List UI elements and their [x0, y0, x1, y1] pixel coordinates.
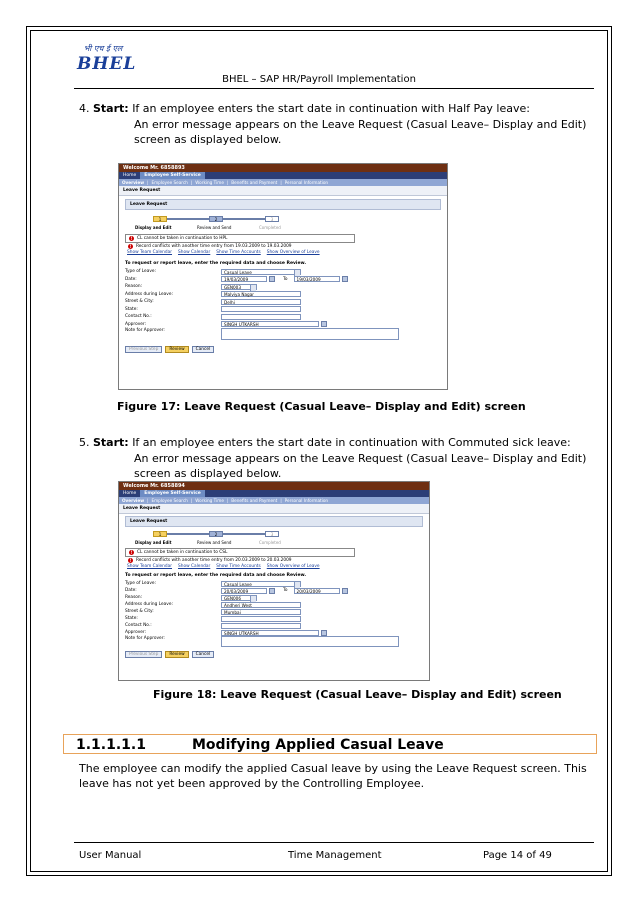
- link-row: [125, 250, 441, 255]
- reason-select[interactable]: GEN003: [221, 284, 257, 290]
- instruction-text: To request or report leave, enter the required data and choose Review.: [125, 261, 307, 266]
- show-overview-of-leave-link[interactable]: Show Overview of Leave: [266, 564, 320, 569]
- section-number: 1.1.1.1.1: [76, 737, 146, 753]
- approver-input[interactable]: SINGH UTKARSH: [221, 630, 319, 636]
- search-help-icon[interactable]: [321, 630, 327, 636]
- page-title: Leave Request: [119, 504, 429, 514]
- error-icon: !: [129, 244, 132, 249]
- error-icon: !: [130, 236, 133, 241]
- step-labels: Display and Edit Review and Send Completed: [135, 540, 281, 545]
- subnav-benefits-payment[interactable]: Benefits and Payment: [231, 180, 278, 185]
- bhel-logo: भी एच ई एल BHEL: [77, 44, 137, 74]
- tab-home[interactable]: Home: [123, 491, 137, 496]
- figure-18-caption: Figure 18: Leave Request (Casual Leave– Display and Edit) screen: [153, 688, 562, 701]
- calendar-icon[interactable]: [269, 276, 275, 282]
- calendar-icon[interactable]: [342, 588, 348, 594]
- subnav-working-time[interactable]: Working Time: [195, 498, 224, 503]
- address-input[interactable]: Andheri West: [221, 602, 301, 608]
- subnav-personal-information[interactable]: Personal Information: [284, 498, 329, 503]
- button-row: [125, 651, 423, 658]
- footer-center: Time Management: [288, 850, 382, 861]
- footer-rule: [74, 842, 594, 843]
- section-body-line1: The employee can modify the applied Casual leave by using the Leave Request screen. This: [79, 762, 587, 775]
- calendar-icon[interactable]: [342, 276, 348, 282]
- step-2: 2: [209, 216, 223, 222]
- subnav-overview[interactable]: Overview: [122, 180, 145, 185]
- note-textarea[interactable]: [221, 328, 399, 340]
- item-5-intro: 5. Start: If an employee enters the start date in continuation with Commuted sick leave:: [79, 436, 571, 449]
- reason-select[interactable]: GEN006: [221, 595, 257, 601]
- dropdown-icon: [294, 270, 300, 276]
- welcome-bar: Welcome Mr. 6858893: [119, 164, 447, 172]
- sub-navigation: Overview | Employee Search | Working Time | Benefits and Payment | Personal Information: [119, 179, 447, 186]
- subnav-overview[interactable]: Overview: [122, 498, 145, 503]
- state-input[interactable]: [221, 616, 301, 622]
- footer-left: User Manual: [79, 850, 142, 861]
- approver-input[interactable]: SINGH UTKARSH: [221, 321, 319, 327]
- end-date-input[interactable]: 19/03/2009: [294, 276, 340, 282]
- street-city-input[interactable]: Delhi: [221, 299, 301, 305]
- section-body-line2: leave has not yet been approved by the Controlling Employee.: [79, 777, 425, 790]
- show-overview-of-leave-link[interactable]: Show Overview of Leave: [266, 250, 320, 255]
- panel-title: Leave Request: [125, 516, 423, 527]
- dropdown-icon: [250, 285, 256, 291]
- leave-form: Type of Leave: Casual Leave Date: 19/03/2009 To 19/03/2009 Reason: GEN003 Address during Leave: Malviya Nagar Street & City: Delhi State: Contact No.: Approver: SINGH UTKARSH Note for Approver:: [125, 268, 441, 341]
- item-5-detail-line2: screen as displayed below.: [134, 467, 282, 480]
- subnav-benefits-payment[interactable]: Benefits and Payment: [231, 498, 278, 503]
- leave-form: Type of Leave: Casual Leave Date: 20/03/2009 To 20/03/2009 Reason: GEN006 Address during Leave: Andheri West Street & City: Mumbai State: Contact No.: Approver: SINGH UTKARSH Note for Approver:: [125, 580, 423, 648]
- header-title: BHEL – SAP HR/Payroll Implementation: [222, 74, 416, 85]
- show-team-calendar-link[interactable]: Show Team Calendar: [127, 250, 173, 255]
- page-title: Leave Request: [119, 186, 447, 196]
- footer-page-number: Page 14 of 49: [483, 850, 552, 861]
- button-row: [125, 346, 441, 353]
- previous-step-button[interactable]: Previous Step: [125, 346, 162, 353]
- show-team-calendar-link[interactable]: Show Team Calendar: [127, 564, 173, 569]
- top-tabs: [119, 490, 429, 497]
- link-row: [125, 564, 423, 569]
- show-time-accounts-link[interactable]: Show Time Accounts: [216, 564, 261, 569]
- panel-title: Leave Request: [125, 199, 441, 210]
- item-4-detail-line1: An error message appears on the Leave Request (Casual Leave– Display and Edit): [134, 118, 587, 131]
- item-5-detail-line1: An error message appears on the Leave Request (Casual Leave– Display and Edit): [134, 452, 587, 465]
- end-date-input[interactable]: 20/03/2009: [294, 588, 340, 594]
- step-3: 3: [265, 216, 279, 222]
- error-icon: !: [129, 558, 132, 563]
- item-4-intro: 4. Start: If an employee enters the start date in continuation with Half Pay leave:: [79, 102, 530, 115]
- contact-input[interactable]: [221, 314, 301, 320]
- sap-screenshot-2: [118, 481, 430, 681]
- subnav-personal-information[interactable]: Personal Information: [284, 180, 329, 185]
- note-textarea[interactable]: [221, 636, 399, 647]
- review-button[interactable]: Review: [165, 651, 188, 658]
- error-icon: !: [130, 550, 133, 555]
- subnav-employee-search[interactable]: Employee Search: [151, 180, 188, 185]
- tab-employee-self-service[interactable]: Employee Self-Service: [140, 172, 205, 179]
- error-message: ! CL cannot be taken in continuation to HPL: [125, 234, 355, 243]
- header-rule: [74, 88, 594, 89]
- error-message: ! CL cannot be taken in continuation to CSL: [125, 548, 355, 557]
- street-city-input[interactable]: Mumbai: [221, 609, 301, 615]
- show-calendar-link[interactable]: Show Calendar: [178, 564, 211, 569]
- contact-input[interactable]: [221, 623, 301, 629]
- start-date-input[interactable]: 20/03/2009: [221, 588, 267, 594]
- figure-17-caption: Figure 17: Leave Request (Casual Leave– Display and Edit) screen: [117, 400, 526, 413]
- item-4-detail-line2: screen as displayed below.: [134, 133, 282, 146]
- section-title: Modifying Applied Casual Leave: [192, 737, 444, 753]
- sub-navigation: Overview | Employee Search | Working Time | Benefits and Payment | Personal Information: [119, 497, 429, 504]
- subnav-employee-search[interactable]: Employee Search: [151, 498, 188, 503]
- top-tabs: [119, 172, 447, 179]
- instruction-text: To request or report leave, enter the required data and choose Review.: [125, 573, 307, 578]
- show-calendar-link[interactable]: Show Calendar: [178, 250, 211, 255]
- tab-employee-self-service[interactable]: Employee Self-Service: [140, 490, 205, 497]
- subnav-working-time[interactable]: Working Time: [195, 180, 224, 185]
- roadmap-steps: [153, 529, 423, 539]
- step-labels: Display and Edit Review and Send Completed: [135, 225, 281, 230]
- conflict-message: ! Record conflicts with another time entry from 20.03.2009 to 20.03.2009: [129, 558, 292, 563]
- sap-screenshot-1: [118, 163, 448, 390]
- start-date-input[interactable]: 19/03/2009: [221, 276, 267, 282]
- cancel-button[interactable]: Cancel: [192, 346, 215, 353]
- cancel-button[interactable]: Cancel: [192, 651, 215, 658]
- previous-step-button[interactable]: Previous Step: [125, 651, 162, 658]
- welcome-bar: Welcome Mr. 6858894: [119, 482, 429, 490]
- address-input[interactable]: Malviya Nagar: [221, 291, 301, 297]
- step-2: 2: [209, 531, 223, 537]
- leave-type-select[interactable]: Casual Leave: [221, 581, 301, 587]
- conflict-message: ! Record conflicts with another time entry from 19.03.2009 to 19.03.2009: [129, 244, 292, 249]
- state-input[interactable]: [221, 306, 301, 312]
- calendar-icon[interactable]: [269, 588, 275, 594]
- step-1: 1: [153, 216, 167, 222]
- review-button[interactable]: Review: [165, 346, 188, 353]
- search-help-icon[interactable]: [321, 321, 327, 327]
- roadmap-steps: [153, 214, 441, 224]
- step-1: 1: [153, 531, 167, 537]
- tab-home[interactable]: Home: [123, 173, 137, 178]
- leave-type-select[interactable]: Casual Leave: [221, 269, 301, 275]
- show-time-accounts-link[interactable]: Show Time Accounts: [216, 250, 261, 255]
- step-3: 3: [265, 531, 279, 537]
